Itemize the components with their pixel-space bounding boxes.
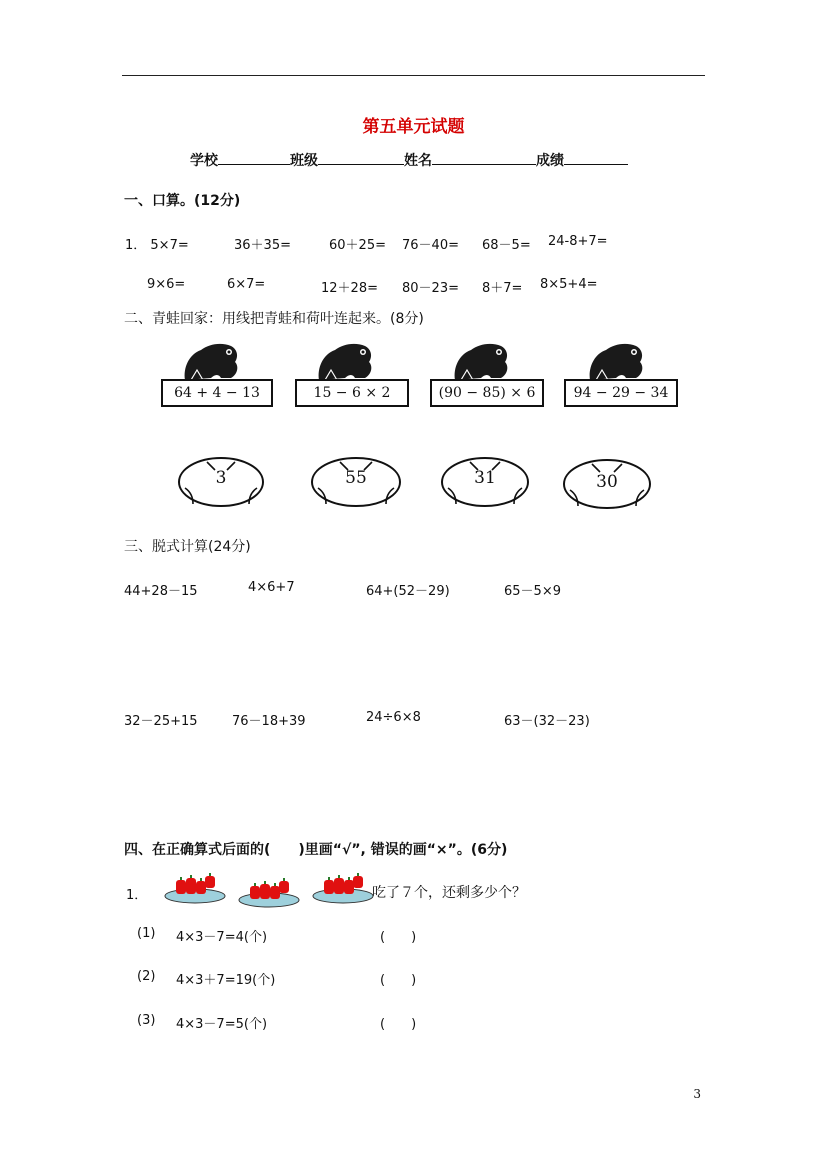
question-number: 1． (126, 888, 148, 903)
lotus-leaf[interactable] (310, 456, 402, 508)
apple-plate-icon (238, 876, 300, 908)
frog-icon (315, 340, 375, 382)
school-blank[interactable] (218, 150, 290, 165)
score-label: 成绩 (536, 153, 564, 169)
calc-item: 63－(32－23) (504, 714, 590, 729)
page-number: 3 (693, 1087, 701, 1101)
frog-expression[interactable]: 94 − 29 − 34 (564, 379, 678, 407)
leaf-number: 30 (596, 472, 618, 492)
calc-item: 76－18+39 (232, 714, 306, 729)
calc-item: 64+(52－29) (366, 584, 450, 599)
frog-expression[interactable]: (90 − 85) × 6 (430, 379, 544, 407)
frog-icon (586, 340, 646, 382)
answer-blank[interactable]: ( ) (380, 973, 417, 988)
section2-heading: 二、青蛙回家：用线把青蛙和荷叶连起来。(8分) (124, 311, 424, 327)
option-label: (3) (137, 1013, 156, 1028)
calc-item: 65－5×9 (504, 584, 561, 599)
page-title: 第五单元试题 (362, 117, 465, 137)
option-expression: 4×3－7=4(个) (176, 930, 268, 945)
question-text: 吃了７个，还剩多少个？ (372, 885, 526, 901)
oral-item: 76－40= (402, 238, 459, 253)
lotus-leaf[interactable] (440, 456, 530, 508)
student-info (190, 150, 628, 170)
apple-plate-icon (312, 872, 374, 904)
class-label: 班级 (290, 153, 318, 169)
name-blank[interactable] (432, 150, 536, 165)
leaf-number: 55 (345, 468, 367, 488)
school-label: 学校 (190, 153, 218, 169)
header-rule (122, 75, 705, 76)
calc-item: 44+28－15 (124, 584, 198, 599)
option-label: (1) (137, 926, 156, 941)
option-expression: 4×3＋7=19(个) (176, 973, 276, 988)
leaf-number: 3 (215, 468, 227, 488)
oral-item: 60＋25= (329, 238, 386, 253)
oral-item: 1． 5×7= (125, 238, 189, 253)
oral-item: 36＋35= (234, 238, 291, 253)
lotus-leaf[interactable] (177, 456, 265, 508)
answer-blank[interactable]: ( ) (380, 930, 417, 945)
oral-item: 6×7= (227, 277, 266, 292)
class-blank[interactable] (318, 150, 404, 165)
oral-item: 8＋7= (482, 281, 523, 296)
frog-expression[interactable]: 64 + 4 − 13 (161, 379, 273, 407)
leaf-number: 31 (474, 468, 496, 488)
frog-icon (181, 340, 241, 382)
option-label: (2) (137, 969, 156, 984)
option-expression: 4×3－7=5(个) (176, 1017, 268, 1032)
oral-item: 24-8+7= (548, 234, 608, 249)
answer-blank[interactable]: ( ) (380, 1017, 417, 1032)
frog-icon (451, 340, 511, 382)
apple-plate-icon (164, 872, 226, 904)
name-label: 姓名 (404, 153, 432, 169)
oral-item: 9×6= (147, 277, 186, 292)
oral-item: 68－5= (482, 238, 531, 253)
frog-expression[interactable]: 15 − 6 × 2 (295, 379, 409, 407)
section4-heading: 四、在正确算式后面的( )里画“√”, 错误的画“×”。(6分) (124, 842, 508, 858)
calc-item: 32－25+15 (124, 714, 198, 729)
section1-heading: 一、口算。(12分) (124, 193, 241, 209)
lotus-leaf[interactable] (562, 458, 652, 510)
oral-item: 12＋28= (321, 281, 378, 296)
score-blank[interactable] (564, 150, 628, 165)
calc-item: 24÷6×8 (366, 710, 421, 725)
calc-item: 4×6+7 (248, 580, 295, 595)
section3-heading: 三、脱式计算(24分) (124, 539, 251, 555)
oral-item: 8×5+4= (540, 277, 598, 292)
oral-item: 80－23= (402, 281, 459, 296)
